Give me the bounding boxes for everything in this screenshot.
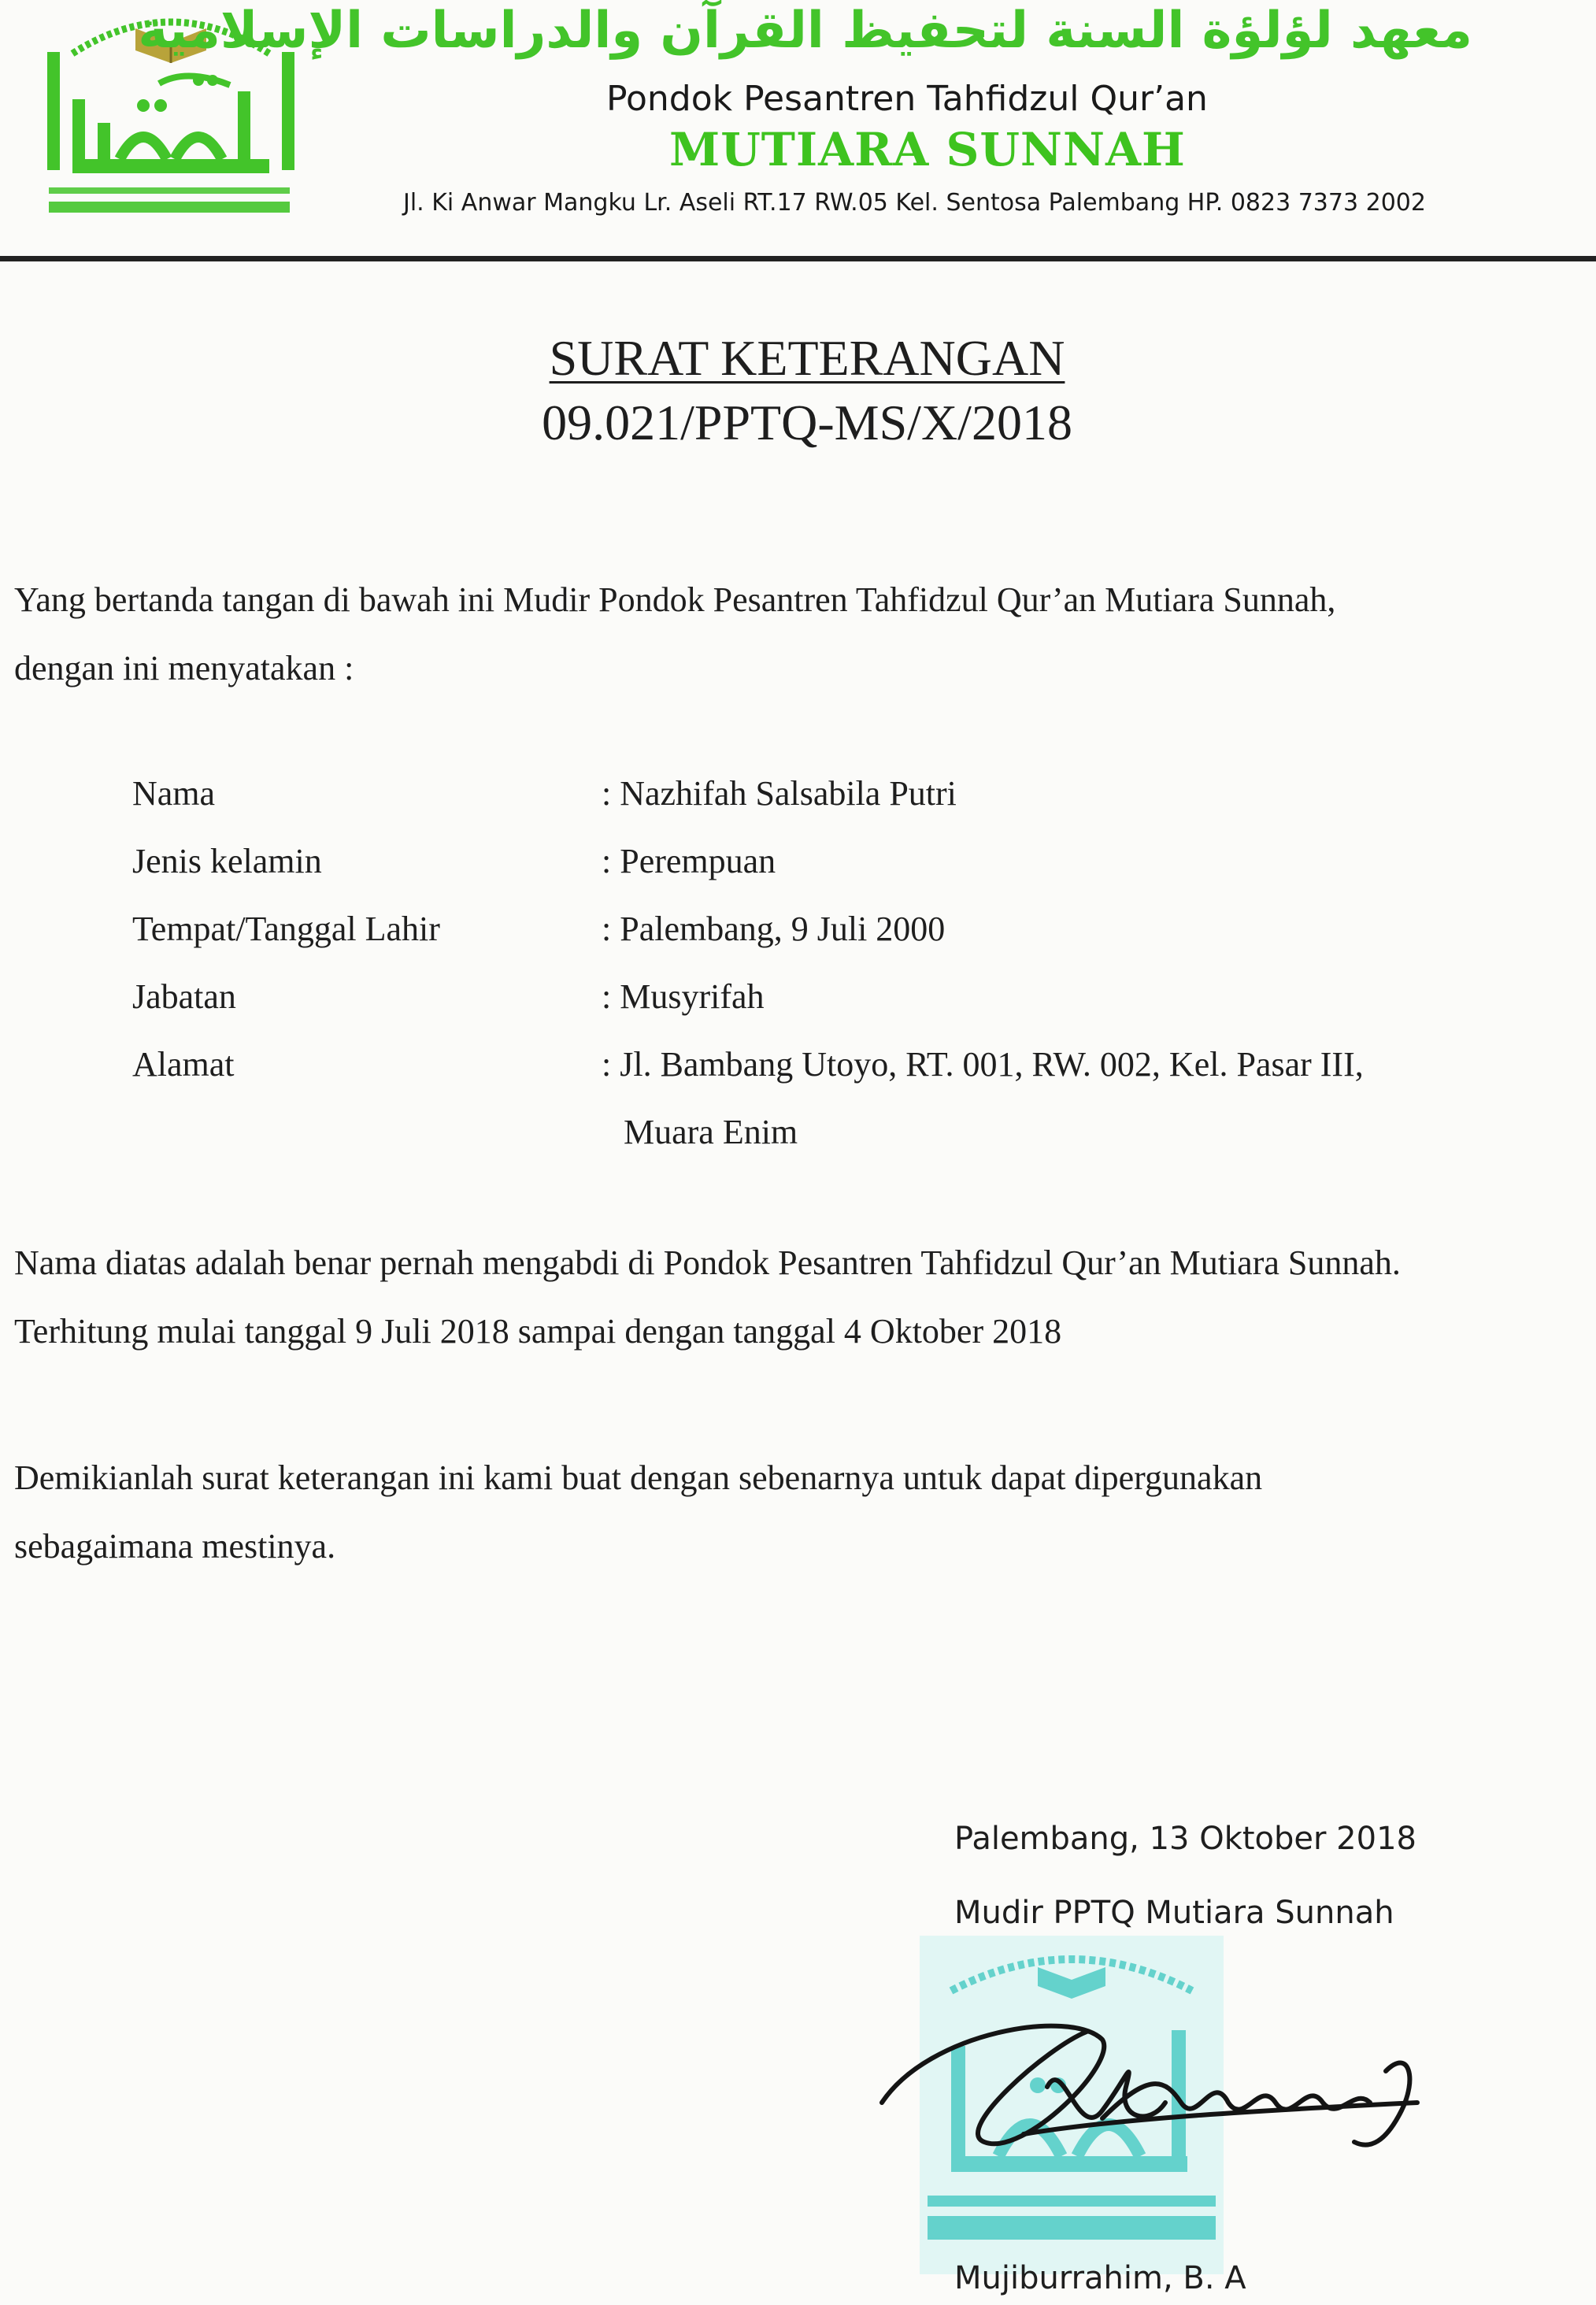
service-paragraph [14, 1228, 1401, 1366]
field-label-jenis-kelamin: Jenis kelamin [132, 842, 322, 880]
service-line-2: Terhitung mulai tanggal 9 Juli 2018 sampai dengan tanggal 4 Oktober 2018 [14, 1312, 1062, 1351]
closing-line-1: Demikianlah surat keterangan ini kami buat dengan sebenarnya untuk dapat dipergunakan [14, 1458, 1263, 1497]
header-divider [0, 256, 1596, 261]
institution-address: Jl. Ki Anwar Mangku Lr. Aseli RT.17 RW.05 Kel. Sentosa Palembang HP. 0823 7373 2002 [403, 189, 1426, 217]
handwritten-signature [866, 1984, 1449, 2189]
signature-place-date: Palembang, 13 Oktober 2018 [954, 1821, 1416, 1857]
field-value-nama: : Nazhifah Salsabila Putri [602, 774, 957, 813]
field-value-jabatan: : Musyrifah [602, 977, 765, 1016]
document-title: SURAT KETERANGAN [549, 330, 1065, 386]
closing-paragraph [14, 1443, 1262, 1581]
institution-latin-name: Pondok Pesantren Tahfidzul Qur’an [606, 79, 1208, 119]
signer-name: Mujiburrahim, B. A [954, 2260, 1246, 2296]
intro-line-1: Yang bertanda tangan di bawah ini Mudir Pondok Pesantren Tahfidzul Qur’an Mutiara Sunnah, [14, 580, 1336, 619]
field-value-alamat: : Jl. Bambang Utoyo, RT. 001, RW. 002, Kel. Pasar III, [602, 1045, 1364, 1084]
field-label-tempat-tanggal-lahir: Tempat/Tanggal Lahir [132, 910, 440, 948]
field-label-nama: Nama [132, 774, 216, 813]
intro-line-2: dengan ini menyatakan : [14, 649, 354, 687]
service-line-1: Nama diatas adalah benar pernah mengabdi di Pondok Pesantren Tahfidzul Qur’an Mutiara Sunnah. [14, 1243, 1401, 1282]
field-value-alamat-cont: Muara Enim [624, 1113, 798, 1151]
institution-brand-name: MUTIARA SUNNAH [669, 123, 1186, 176]
field-value-jenis-kelamin: : Perempuan [602, 842, 776, 880]
field-label-alamat: Alamat [132, 1045, 235, 1084]
document-number: 09.021/PPTQ-MS/X/2018 [542, 395, 1072, 450]
field-value-tempat-tanggal-lahir: : Palembang, 9 Juli 2000 [602, 910, 946, 948]
intro-paragraph [14, 565, 1335, 702]
signature-position: Mudir PPTQ Mutiara Sunnah [954, 1895, 1394, 1931]
field-label-jabatan: Jabatan [132, 977, 236, 1016]
institution-arabic-name: معهد لؤلؤة السنة لتحفيظ القرآن والدراسات الإسلامية [138, 2, 1472, 60]
closing-line-2: sebagaimana mestinya. [14, 1527, 336, 1566]
